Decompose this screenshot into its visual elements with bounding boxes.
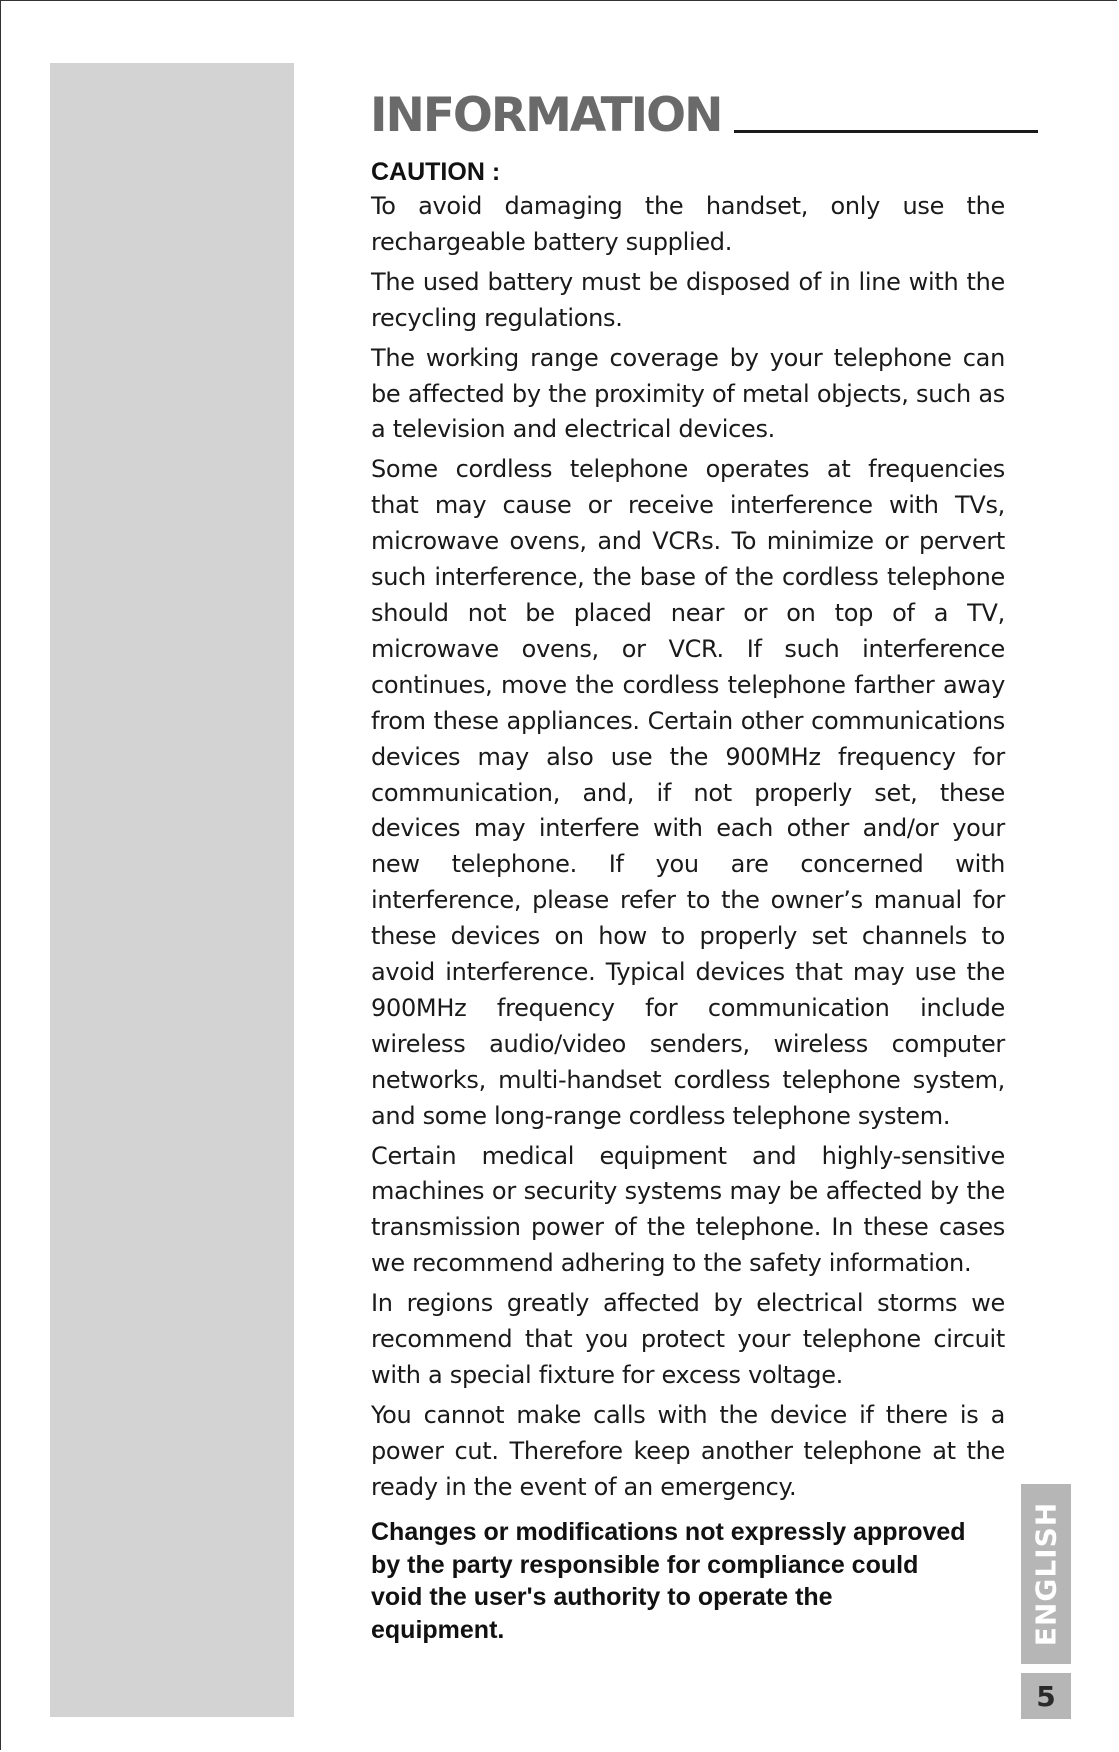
language-tab bbox=[1021, 1484, 1071, 1664]
caution-body bbox=[371, 189, 1005, 1510]
fcc-notice: Changes or modifications not expressly approved by the party responsible for compliance could void the user's authority to operate the equipment. bbox=[371, 1518, 966, 1644]
paragraph-battery: To avoid damaging the handset, only use the rechargeable battery supplied. bbox=[371, 192, 1005, 256]
caution-heading: CAUTION : bbox=[371, 158, 501, 186]
section-header bbox=[370, 86, 1070, 146]
page-number: 5 bbox=[1036, 1679, 1056, 1713]
paragraph-interference: Some cordless telephone operates at frequencies that may cause or receive interference with TVs, microwave ovens, and VCRs. To minimize or pervert such interference, the base of the cordless telephone should not be placed near or on top of a TV, microwave ovens, or VCR. If such interference continues, move the cordless telephone farther away from these appliances. Certain other communications devices may also use the 900MHz frequency for communication, and, if not properly set, these devices may interfere with each other and/or your new telephone. If you are concerned with interference, please refer to the owner’s manual for these devices on how to properly set channels to avoid interference. Typical devices that may use the 900MHz frequency for communication include wireless audio/video senders, wireless computer networks, multi-handset cordless telephone system, and some long-range cordless telephone system. bbox=[371, 455, 1005, 1130]
paragraph-storms: In regions greatly affected by electrical storms we recommend that you protect your telephone circuit with a special fixture for excess voltage. bbox=[371, 1289, 1005, 1389]
title-underline bbox=[734, 130, 1038, 133]
paragraph-medical: Certain medical equipment and highly-sensitive machines or security systems may be affected by the transmission power of the telephone. In these cases we recommend adhering to the safety information. bbox=[371, 1141, 1005, 1278]
language-label: ENGLISH bbox=[1029, 1501, 1063, 1647]
paragraph-range: The working range coverage by your telephone can be affected by the proximity of metal objects, such as a television and electrical devices. bbox=[371, 343, 1005, 444]
page-title: INFORMATION bbox=[370, 88, 722, 143]
page-number-box bbox=[1021, 1673, 1071, 1719]
paragraph-power-cut: You cannot make calls with the device if there is a power cut. Therefore keep another telephone at the ready in the event of an emergency. bbox=[371, 1400, 1005, 1501]
paragraph-disposal: The used battery must be disposed of in line with the recycling regulations. bbox=[371, 267, 1005, 332]
left-gray-band bbox=[50, 63, 294, 1717]
